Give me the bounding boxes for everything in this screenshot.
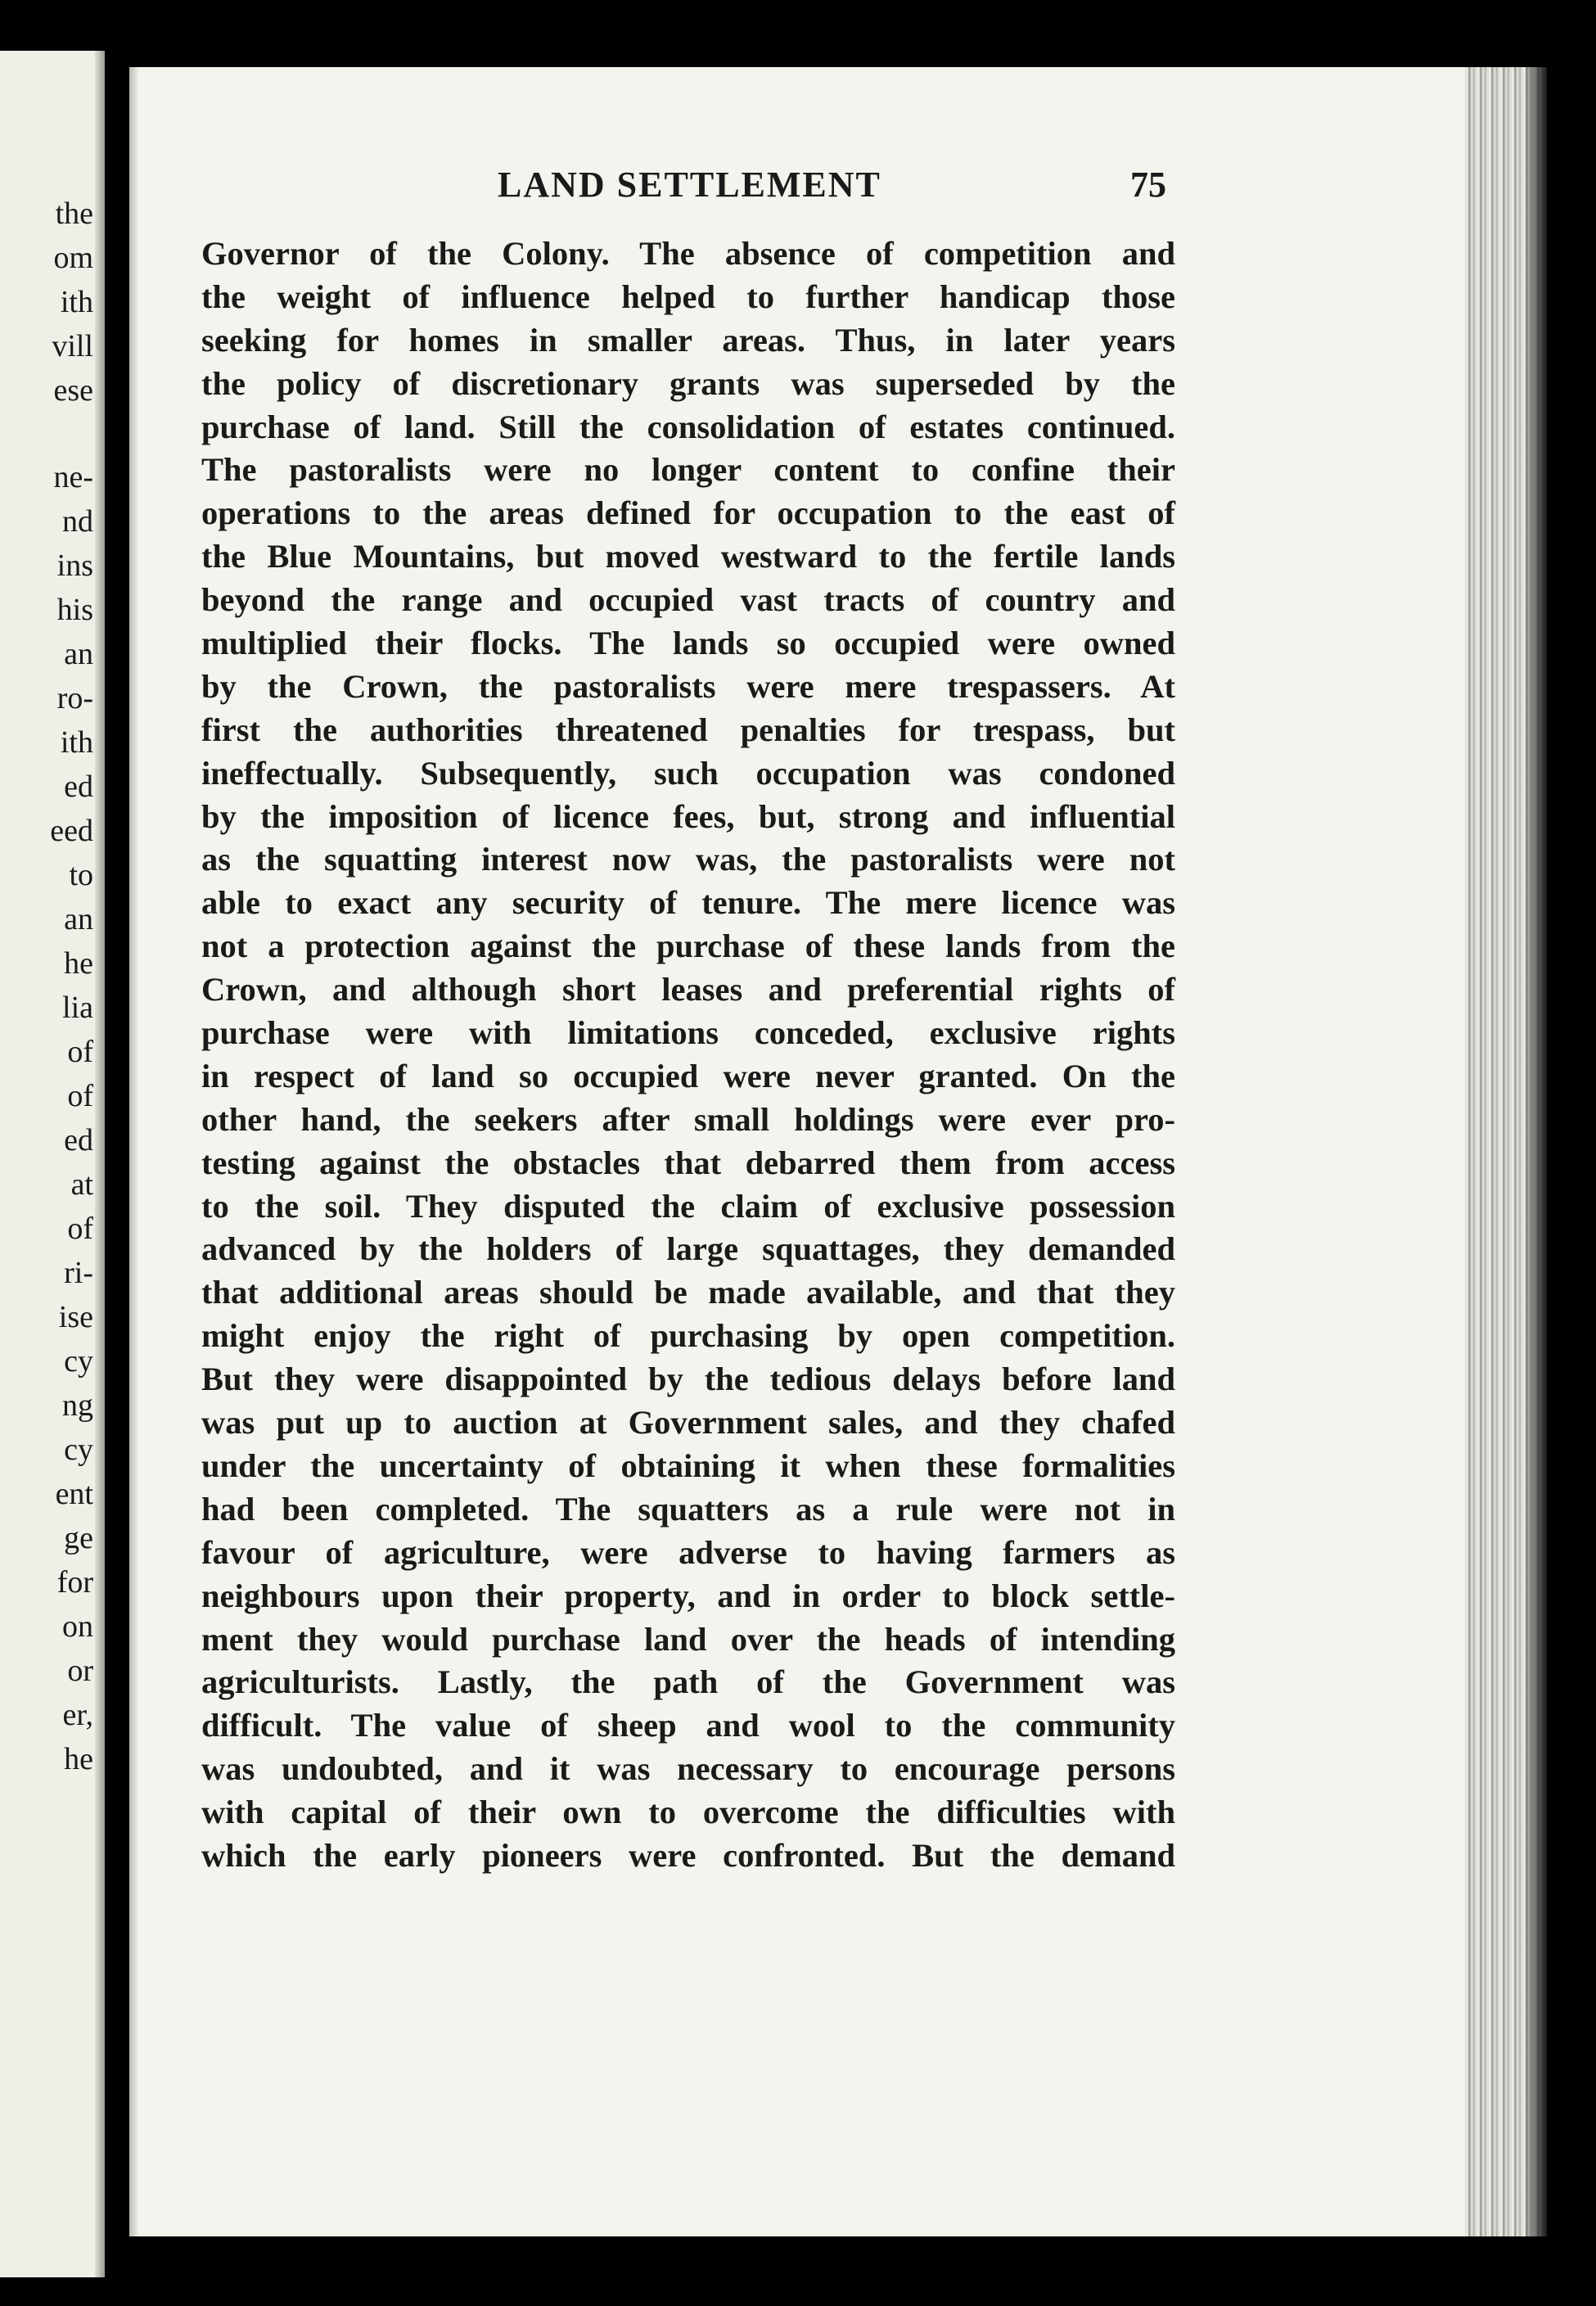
previous-page-fragment: an	[64, 637, 93, 671]
previous-page-fragment: ng	[62, 1388, 93, 1423]
previous-page-fragment: nd	[62, 504, 93, 539]
previous-page-fragment: his	[56, 593, 93, 627]
text-line: neighbours upon their property, and in order to block settle-	[201, 1577, 1175, 1614]
text-line: seeking for homes in smaller areas. Thus, in later years	[201, 321, 1175, 359]
text-line: The pastoralists were no longer content to confine their	[201, 451, 1175, 489]
page-edge-shadow	[1526, 67, 1547, 2236]
previous-page-fragment: or	[67, 1654, 93, 1688]
previous-page-fragment: cy	[64, 1344, 93, 1379]
previous-page-fragment: ese	[53, 373, 93, 408]
text-line: ment they would purchase land over the heads of intending	[201, 1620, 1175, 1658]
running-title: LAND SETTLEMENT	[498, 165, 881, 205]
text-line: which the early pioneers were confronted. But the demand	[201, 1836, 1175, 1874]
text-line: Governor of the Colony. The absence of competition and	[201, 235, 1175, 272]
text-line: agriculturists. Lastly, the path of the Government was	[201, 1663, 1175, 1701]
previous-page-fragment: ri-	[64, 1256, 93, 1290]
previous-page-fragment: er,	[62, 1698, 93, 1732]
text-line: able to exact any security of tenure. The mere licence was	[201, 884, 1175, 922]
text-line: the Blue Mountains, but moved westward to the fertile lands	[201, 538, 1175, 575]
text-line: to the soil. They disputed the claim of exclusive possession	[201, 1187, 1175, 1225]
previous-page-fragment: of	[67, 1079, 93, 1113]
previous-page-fragment: om	[53, 241, 93, 275]
previous-page-fragment: of	[67, 1212, 93, 1246]
text-line: was undoubted, and it was necessary to encourage persons	[201, 1750, 1175, 1788]
previous-page-fragment: at	[70, 1167, 93, 1202]
previous-page-fragment: ise	[58, 1300, 93, 1334]
previous-page-fragment: vill	[52, 329, 93, 363]
previous-page-fragment: he	[64, 1742, 93, 1776]
previous-page-gutter	[95, 51, 105, 2277]
text-line: under the uncertainty of obtaining it when these formalities	[201, 1446, 1175, 1484]
book-page	[129, 67, 1465, 2236]
text-line: not a protection against the purchase of these lands from the	[201, 927, 1175, 965]
text-line: the policy of discretionary grants was superseded by the	[201, 364, 1175, 402]
text-line: had been completed. The squatters as a rule were not in	[201, 1490, 1175, 1528]
text-line: in respect of land so occupied were never granted. On the	[201, 1057, 1175, 1094]
previous-page-fragment: lia	[62, 991, 93, 1025]
text-line: by the Crown, the pastoralists were mere trespassers. At	[201, 667, 1175, 705]
text-line: ineffectually. Subsequently, such occupation was condoned	[201, 754, 1175, 792]
page-number: 75	[1130, 165, 1166, 205]
previous-page-fragment: ne-	[53, 460, 93, 494]
text-line: as the squatting interest now was, the pastoralists were not	[201, 841, 1175, 878]
previous-page-fragment: for	[56, 1565, 93, 1600]
previous-page-fragment: ith	[60, 285, 93, 319]
previous-page-fragment: on	[62, 1609, 93, 1644]
previous-page-fragment: cy	[64, 1433, 93, 1467]
text-line: advanced by the holders of large squattages, they demanded	[201, 1230, 1175, 1268]
text-line: might enjoy the right of purchasing by open competition.	[201, 1317, 1175, 1355]
text-line: first the authorities threatened penalties for trespass, but	[201, 711, 1175, 748]
previous-page-fragment: to	[69, 858, 93, 892]
previous-page-fragment: he	[64, 946, 93, 981]
text-line: difficult. The value of sheep and wool to the community	[201, 1707, 1175, 1744]
text-line: purchase were with limitations conceded, exclusive rights	[201, 1014, 1175, 1052]
text-line: the weight of influence helped to further handicap those	[201, 278, 1175, 315]
text-line: with capital of their own to overcome the difficulties with	[201, 1794, 1175, 1831]
previous-page-fragment: the	[55, 196, 93, 231]
text-line: by the imposition of licence fees, but, strong and influential	[201, 797, 1175, 835]
previous-page-fragment: eed	[50, 814, 93, 848]
text-line: Crown, and although short leases and preferential rights of	[201, 971, 1175, 1009]
text-line: testing against the obstacles that debarred them from access	[201, 1144, 1175, 1181]
text-line: But they were disappointed by the tedious delays before land	[201, 1361, 1175, 1398]
text-line: purchase of land. Still the consolidation of estates continued.	[201, 408, 1175, 445]
text-line: that additional areas should be made available, and that they	[201, 1274, 1175, 1311]
previous-page-fragment: ins	[56, 548, 93, 583]
previous-page-fragment: an	[64, 902, 93, 936]
body-text	[201, 232, 1175, 1878]
page-header	[129, 164, 1465, 213]
previous-page-strip	[0, 51, 105, 2277]
text-line: operations to the areas defined for occupation to the east of	[201, 494, 1175, 532]
spine-shadow	[129, 67, 139, 2236]
previous-page-fragment: ed	[64, 769, 93, 804]
text-line: beyond the range and occupied vast tracts of country and	[201, 581, 1175, 619]
previous-page-fragment: ed	[64, 1123, 93, 1158]
previous-page-fragment: ge	[64, 1521, 93, 1555]
text-line: favour of agriculture, were adverse to having farmers as	[201, 1533, 1175, 1571]
text-line: multiplied their flocks. The lands so occupied were owned	[201, 625, 1175, 662]
text-line: was put up to auction at Government sales, and they chafed	[201, 1404, 1175, 1442]
previous-page-fragment: of	[67, 1035, 93, 1069]
text-line: other hand, the seekers after small holdings were ever pro-	[201, 1100, 1175, 1138]
previous-page-fragment: ent	[55, 1477, 93, 1511]
previous-page-fragment: ro-	[56, 681, 93, 715]
page-edge	[1465, 67, 1547, 2236]
previous-page-fragment: ith	[60, 725, 93, 760]
